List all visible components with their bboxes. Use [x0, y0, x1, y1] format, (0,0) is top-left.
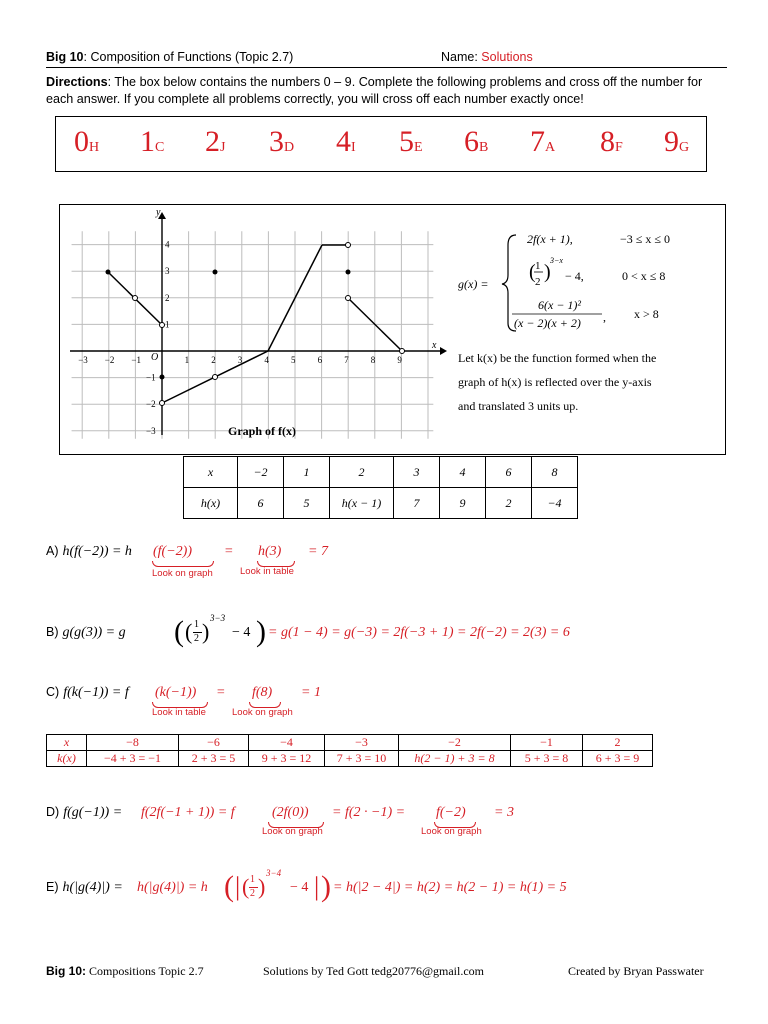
- header-rule: [46, 67, 727, 68]
- x-tick-label: 1: [184, 355, 190, 365]
- page-header: [46, 50, 726, 65]
- x-tick-label: 4: [264, 355, 269, 365]
- answer-number: 7A: [530, 125, 556, 158]
- name-field: [441, 50, 533, 64]
- g-definition: [458, 232, 670, 331]
- x-tick-label: 7: [344, 355, 349, 365]
- problem-a: A) h(f(−2)) = h (f(−2)) = h(3) = 7: [46, 544, 328, 559]
- note-look-on-graph: Look on graph: [232, 707, 293, 718]
- table-row: k(x) −4 + 3 = −1 2 + 3 = 5 9 + 3 = 12 7 + 3 = 10 h(2 − 1) + 3 = 8 5 + 3 = 8 6 + 3 = 9: [47, 751, 653, 767]
- answer-number: 9G: [664, 125, 690, 158]
- k-table: [46, 734, 653, 767]
- y-tick-label: −1: [146, 372, 156, 383]
- y-tick-label: 4: [165, 239, 170, 250]
- y-tick-label: 2: [165, 292, 170, 303]
- x-axis-label: x: [432, 340, 437, 351]
- y-tick-label: −3: [146, 425, 156, 436]
- problem-c: C) f(k(−1)) = f (k(−1)) = f(8) = 1: [46, 685, 321, 700]
- footer-right: Created by Bryan Passwater: [568, 964, 704, 978]
- x-tick-label: 5: [291, 355, 296, 365]
- y-tick-label: −2: [146, 399, 156, 410]
- svg-text:2: 2: [535, 276, 541, 288]
- svg-text:2f(x + 1),: 2f(x + 1),: [527, 232, 573, 246]
- g-lhs: g(x) =: [458, 277, 489, 291]
- table-row: x −2 1 2 3 4 6 8: [184, 457, 578, 488]
- graph-of-f: [60, 205, 727, 456]
- x-tick-label: 2: [211, 355, 216, 365]
- k-def-line-1: Let k(x) be the function formed when the: [458, 351, 657, 365]
- answer-number: 8F: [600, 125, 623, 158]
- name-value: Solutions: [481, 50, 533, 64]
- x-tick-label: 6: [317, 355, 323, 365]
- answer-number: 6B: [464, 125, 489, 158]
- graph-caption: Graph of f(x): [228, 424, 296, 438]
- svg-text:− 4,: − 4,: [565, 269, 584, 283]
- answer-number: 2J: [205, 125, 226, 158]
- g-cond-3: x > 8: [634, 307, 659, 321]
- k-def-line-2: graph of h(x) is reflected over the y-axis: [458, 375, 652, 389]
- svg-text:1: 1: [535, 260, 541, 272]
- x-tick-label: −3: [78, 355, 88, 365]
- brace: [152, 561, 214, 567]
- note-look-on-graph: Look on graph: [262, 826, 323, 837]
- h-table: [183, 456, 578, 519]
- answer-number: 1C: [140, 125, 165, 158]
- directions-label: Directions: [46, 75, 108, 89]
- x-tick-label: −2: [104, 355, 115, 365]
- svg-text:): ): [544, 261, 551, 283]
- answer-number: 0H: [74, 125, 100, 158]
- answer-number-box: [55, 116, 707, 172]
- y-tick-label: 3: [165, 266, 170, 277]
- directions: [46, 74, 726, 108]
- table-row: h(x) 6 5 h(x − 1) 7 9 2 −4: [184, 488, 578, 519]
- g-frac-den: (x − 2)(x + 2): [514, 316, 581, 330]
- x-tick-label: 8: [370, 355, 376, 365]
- x-tick-label: 3: [237, 355, 243, 365]
- problem-b: B) g(g(3)) = g ( ( 1 2 ) 3−3 − 4 ) = g(1 − 4) = g(−3) = 2f(−3 + 1) = 2f(−2) = 2(3) = 6: [46, 613, 570, 648]
- y-tick-label: 1: [165, 319, 170, 330]
- k-definition: [458, 351, 656, 413]
- svg-text:(: (: [529, 261, 536, 283]
- x-tick-label: 9: [397, 355, 402, 365]
- g-cond-2: 0 < x ≤ 8: [622, 269, 666, 283]
- directions-text: : The box below contains the numbers 0 – 9. Complete the following problems and cross off the number for each answer. If you complete all problems correctly, you will cross off each number exactly once!: [46, 75, 703, 106]
- answer-number: 4I: [336, 125, 356, 158]
- svg-text:,: ,: [603, 310, 606, 324]
- g-cond-1: −3 ≤ x ≤ 0: [620, 232, 670, 246]
- footer-center: Solutions by Ted Gott tedg20776@gmail.com: [263, 964, 484, 978]
- g-frac-num: 6(x − 1)²: [538, 298, 582, 312]
- answer-number: 5E: [399, 125, 423, 158]
- origin-label: O: [151, 352, 159, 363]
- g-exp: 3−x: [550, 256, 563, 265]
- problem-e: E) h(|g(4)|) = h(|g(4)|) = h ( | ( 1 2 ) 3−4 − 4 | ) = h(|2 − 4|) = h(2) = h(2 − 1) = h(1) = 5: [46, 868, 567, 903]
- note-look-on-graph: Look on graph: [152, 568, 213, 579]
- note-look-in-table: Look in table: [240, 566, 294, 577]
- answer-number: 3D: [269, 125, 295, 158]
- k-def-line-3: and translated 3 units up.: [458, 399, 579, 413]
- y-axis-label: y: [156, 207, 161, 218]
- x-tick-label: −1: [131, 355, 141, 365]
- note-look-in-table: Look in table: [152, 707, 206, 718]
- footer-left: Big 10: Compositions Topic 2.7: [46, 964, 204, 978]
- note-look-on-graph: Look on graph: [421, 826, 482, 837]
- problem-d: D) f(g(−1)) = f(2f(−1 + 1)) = f (2f(0)) = f(2 · −1) = f(−2) = 3: [46, 805, 514, 820]
- graph-panel: [59, 204, 726, 455]
- header-title-bold: Big 10: [46, 50, 84, 64]
- header-title: : Composition of Functions (Topic 2.7): [83, 50, 294, 64]
- table-row: x −8 −6 −4 −3 −2 −1 2: [47, 735, 653, 751]
- name-label: Name:: [441, 50, 482, 64]
